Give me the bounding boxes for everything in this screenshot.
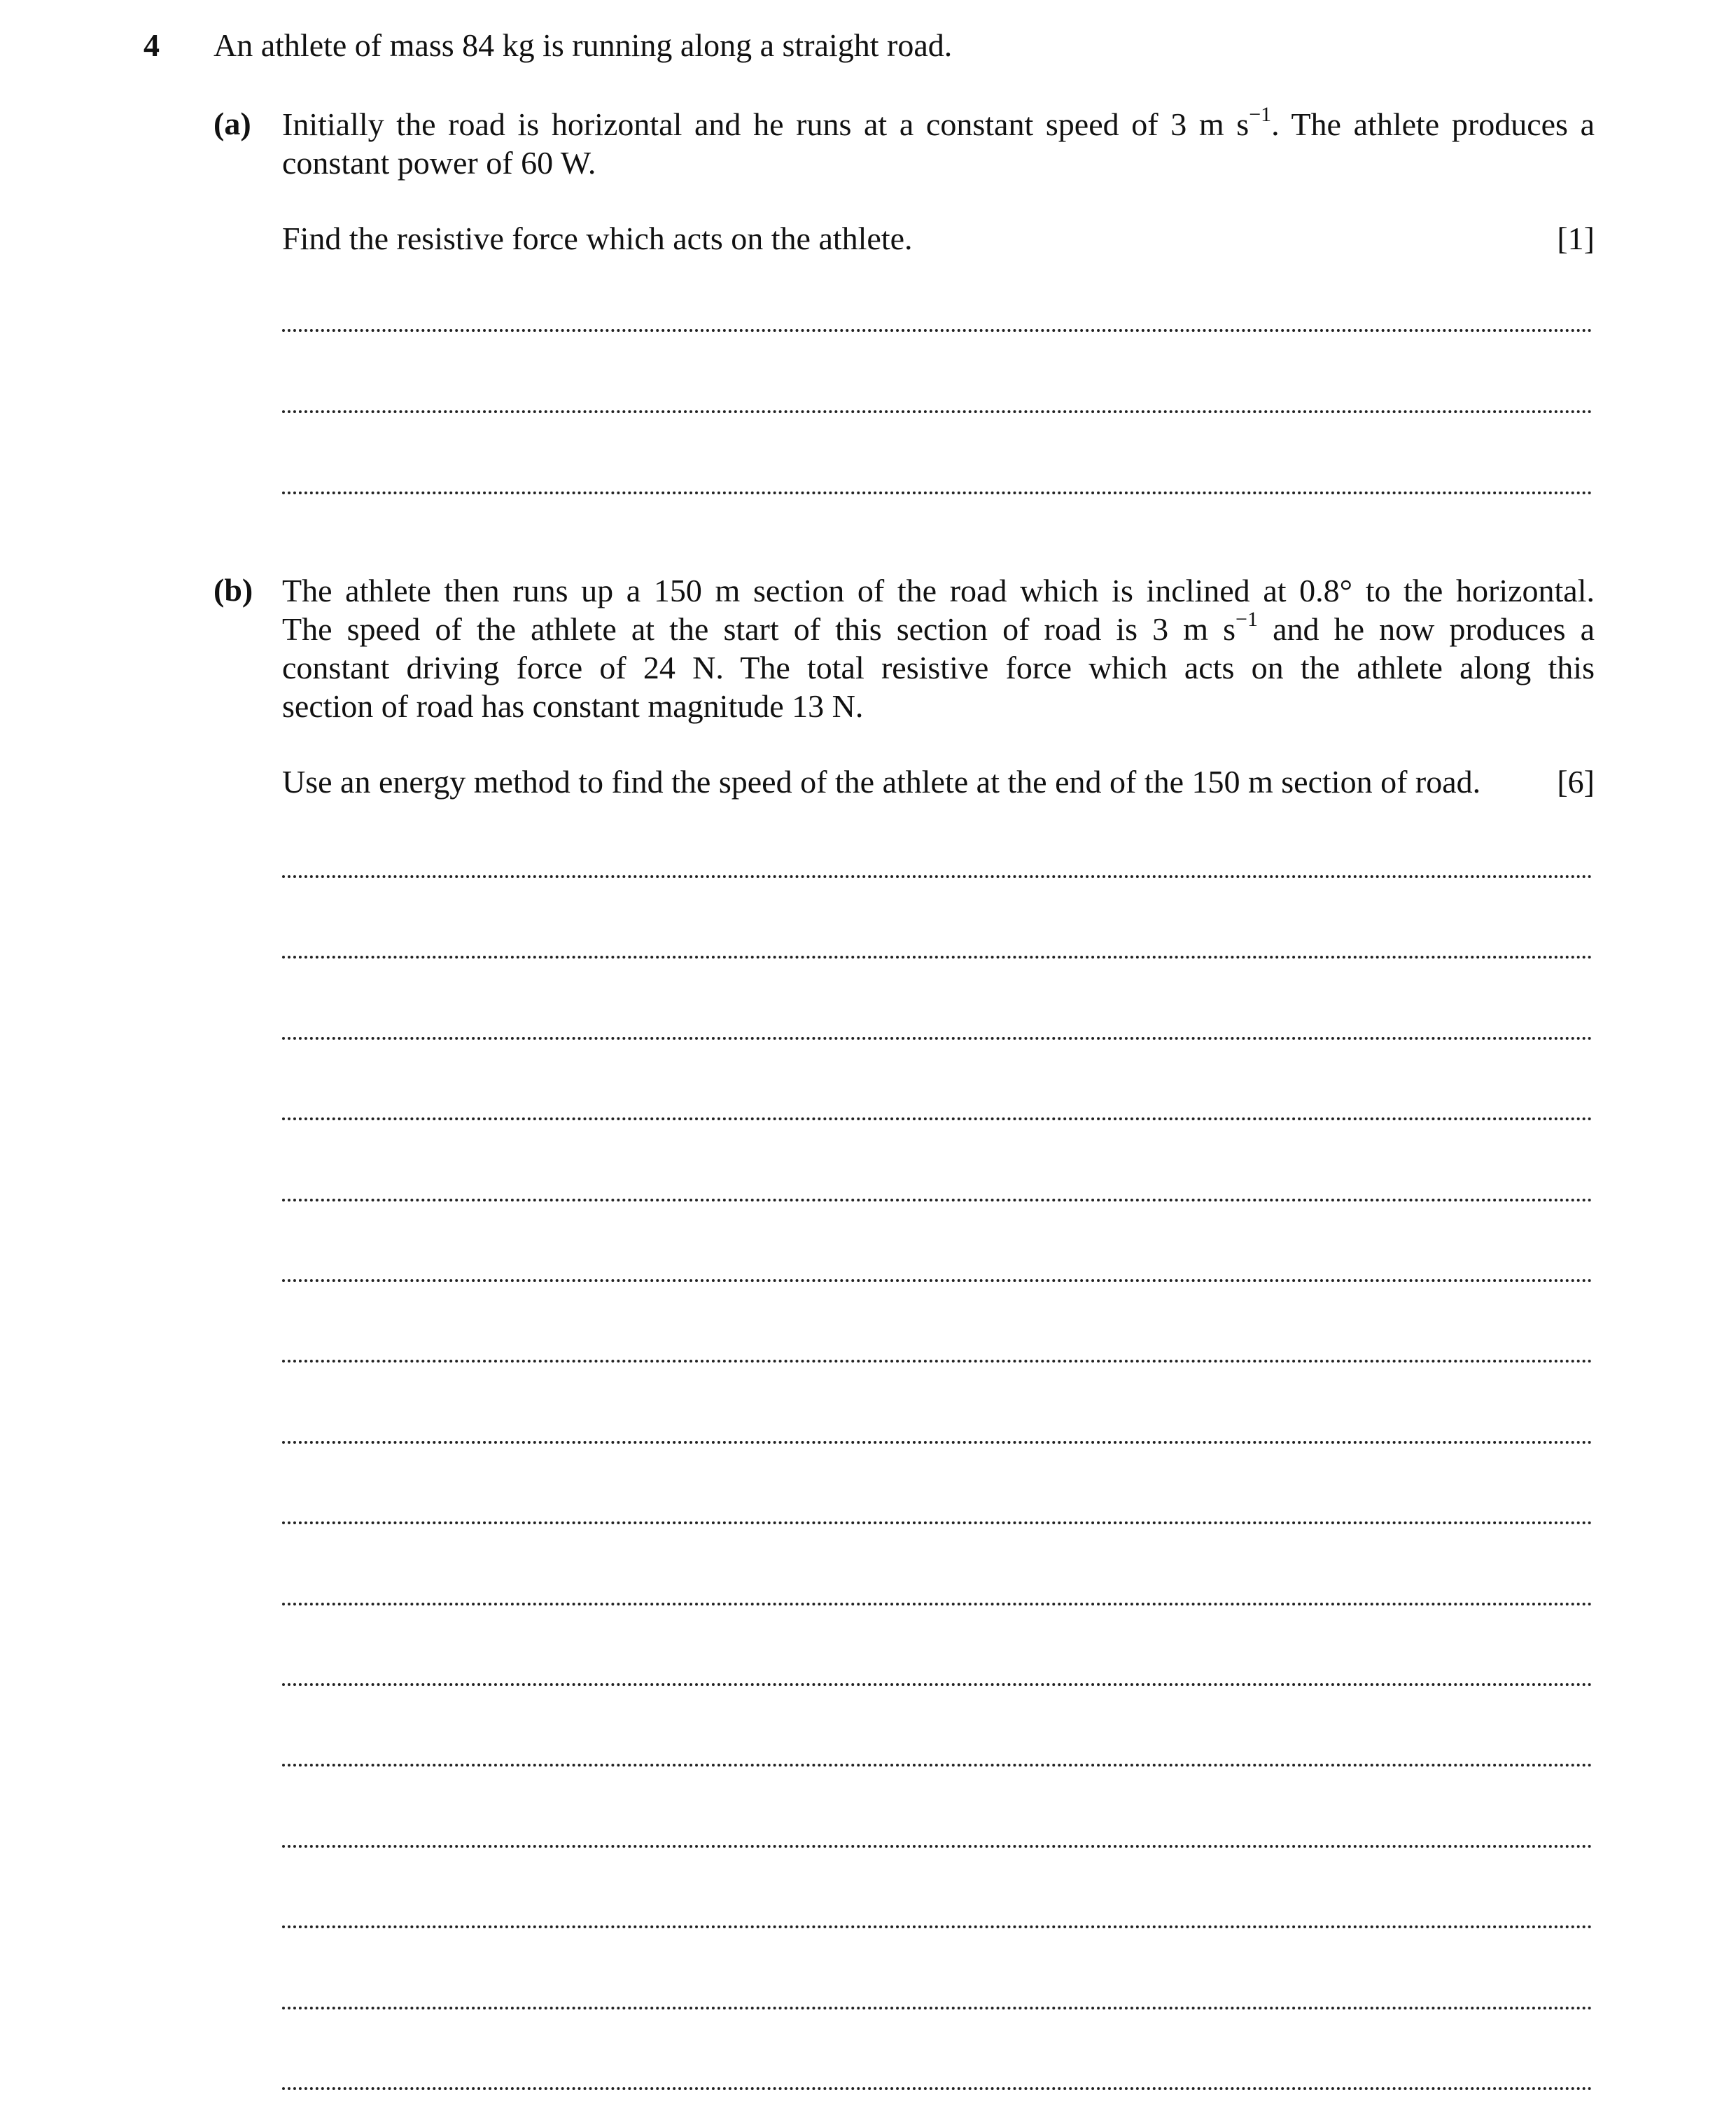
part-a-marks: [1] (1557, 221, 1595, 256)
part-b-answer-line[interactable] (282, 1037, 1592, 1040)
part-b-line-2-sup: −1 (1236, 607, 1258, 631)
part-b-answer-line[interactable] (282, 2087, 1592, 2090)
part-b-answer-line[interactable] (282, 1603, 1592, 1605)
part-a-line-1-pre: Initially the road is horizontal and he runs at a constant speed of 3 m s (282, 106, 1250, 142)
part-a-answer-line[interactable] (282, 410, 1592, 413)
part-b-line-2-pre: The speed of the athlete at the start of this section of road is 3 m s (282, 611, 1236, 647)
part-b-line-4: section of road has constant magnitude 13 N. (282, 688, 864, 724)
part-a-label: (a) (214, 106, 251, 141)
part-a-instruction: Find the resistive force which acts on the athlete. (282, 221, 913, 256)
part-a-line-1-post: . The athlete produces a (1271, 106, 1595, 142)
part-b-answer-line[interactable] (282, 1117, 1592, 1120)
part-a-text (282, 102, 1595, 182)
question-number: 4 (144, 27, 160, 63)
part-a-line-1-sup: −1 (1249, 102, 1272, 126)
part-b-answer-line[interactable] (282, 1845, 1592, 1848)
part-b-answer-line[interactable] (282, 1521, 1592, 1524)
part-a-line-2: constant power of 60 W. (282, 145, 596, 181)
part-a-answer-line[interactable] (282, 329, 1592, 332)
part-b-answer-line[interactable] (282, 1199, 1592, 1201)
part-b-answer-line[interactable] (282, 875, 1592, 878)
part-b-text (282, 571, 1595, 725)
part-b-answer-line[interactable] (282, 1683, 1592, 1686)
part-b-line-2-post: and he now produces a (1257, 611, 1595, 647)
part-b-label: (b) (214, 572, 253, 608)
part-b-line-3: constant driving force of 24 N. The total resistive force which acts on the athlete along this (282, 650, 1595, 685)
part-b-marks: [6] (1557, 764, 1595, 800)
part-b-answer-line[interactable] (282, 1279, 1592, 1282)
part-b-answer-line[interactable] (282, 1764, 1592, 1767)
part-b-answer-line[interactable] (282, 1441, 1592, 1444)
part-b-answer-line[interactable] (282, 1925, 1592, 1928)
part-a-line-1 (282, 102, 1595, 144)
part-b-line-1: The athlete then runs up a 150 m section of the road which is inclined at 0.8° to the horizontal. (282, 573, 1595, 608)
part-b-line-2 (282, 607, 1595, 648)
part-b-instruction: Use an energy method to find the speed of the athlete at the end of the 150 m section of road. (282, 764, 1481, 800)
question-stem: An athlete of mass 84 kg is running along a straight road. (214, 27, 953, 63)
part-a-answer-line[interactable] (282, 492, 1592, 494)
part-b-answer-line[interactable] (282, 1360, 1592, 1363)
part-b-answer-line[interactable] (282, 2007, 1592, 2009)
part-b-answer-line[interactable] (282, 956, 1592, 959)
